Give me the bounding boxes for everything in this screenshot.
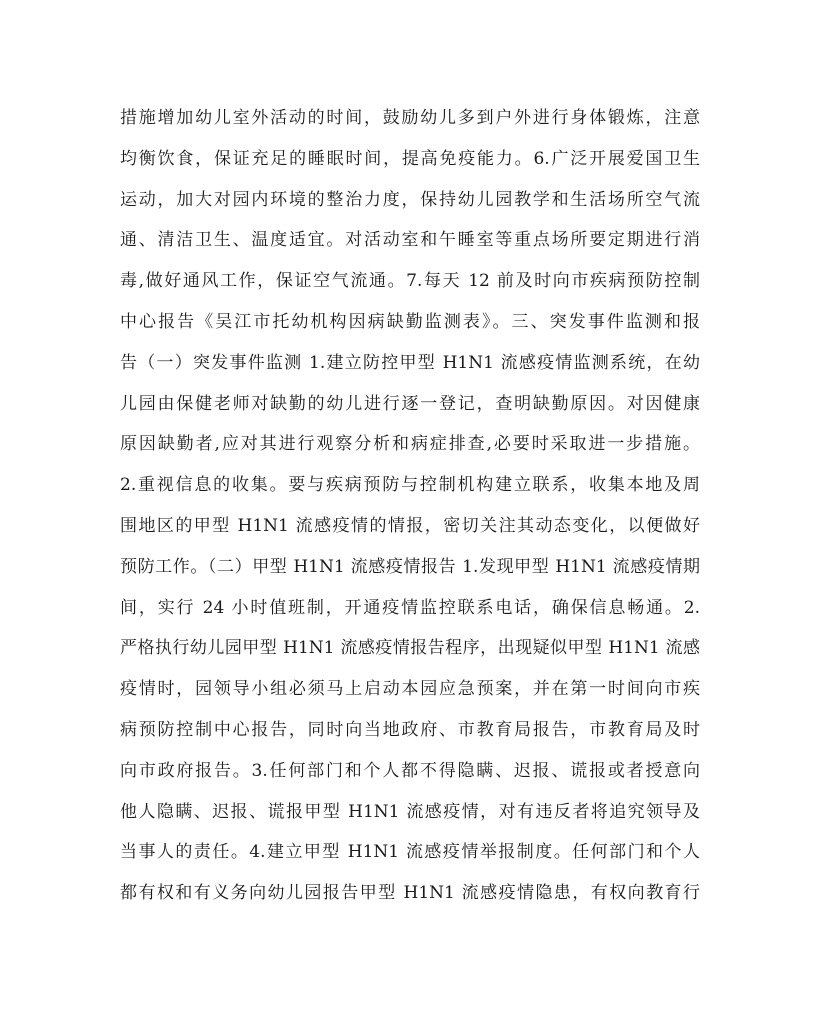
text-line-20: 都有权和有义务向幼儿园报告甲型 H1N1 流感疫情隐患，有权向教育行 (120, 883, 700, 904)
text-line-14: 严格执行幼儿园甲型 H1N1 流感疫情报告程序，出现疑似甲型 H1N1 流感 (120, 638, 700, 659)
text-line-15: 疫情时，园领导小组必须马上启动本园应急预案，并在第一时间向市疾 (120, 679, 700, 700)
text-line-7: 告（一）突发事件监测 1.建立防控甲型 H1N1 流感疫情监测系统，在幼 (120, 352, 700, 373)
text-line-3: 运动，加大对园内环境的整治力度，保持幼儿园教学和生活场所空气流 (120, 189, 700, 210)
text-line-12: 预防工作。（二）甲型 H1N1 流感疫情报告 1.发现甲型 H1N1 流感疫情期 (120, 556, 700, 577)
text-line-6: 中心报告《吴江市托幼机构因病缺勤监测表》。三、突发事件监测和报 (120, 311, 700, 332)
text-line-18: 他人隐瞒、迟报、谎报甲型 H1N1 流感疫情，对有违反者将追究领导及 (120, 801, 700, 822)
text-line-10: 2.重视信息的收集。要与疾病预防与控制机构建立联系，收集本地及周 (120, 475, 700, 496)
text-line-5: 毒,做好通风工作，保证空气流通。7.每天 12 前及时向市疾病预防控制 (120, 271, 700, 292)
text-line-4: 通、清洁卫生、温度适宜。对活动室和午睡室等重点场所要定期进行消 (120, 230, 700, 251)
text-line-16: 病预防控制中心报告，同时向当地政府、市教育局报告，市教育局及时 (120, 719, 700, 740)
text-line-17: 向市政府报告。3.任何部门和个人都不得隐瞒、迟报、谎报或者授意向 (120, 760, 700, 781)
text-line-8: 儿园由保健老师对缺勤的幼儿进行逐一登记，查明缺勤原因。对因健康 (120, 393, 700, 414)
text-line-9: 原因缺勤者,应对其进行观察分析和病症排查,必要时采取进一步措施。 (120, 434, 700, 455)
text-line-1: 措施增加幼儿室外活动的时间，鼓励幼儿多到户外进行身体锻炼，注意 (120, 108, 700, 128)
text-line-13: 间，实行 24 小时值班制，开通疫情监控联系电话，确保信息畅通。2. (120, 597, 700, 618)
text-line-2: 均衡饮食，保证充足的睡眠时间，提高免疫能力。6.广泛开展爱国卫生 (120, 148, 700, 169)
body-text (120, 98, 700, 914)
text-line-19: 当事人的责任。4.建立甲型 H1N1 流感疫情举报制度。任何部门和个人 (120, 842, 700, 863)
text-line-11: 围地区的甲型 H1N1 流感疫情的情报，密切关注其动态变化，以便做好 (120, 515, 700, 536)
